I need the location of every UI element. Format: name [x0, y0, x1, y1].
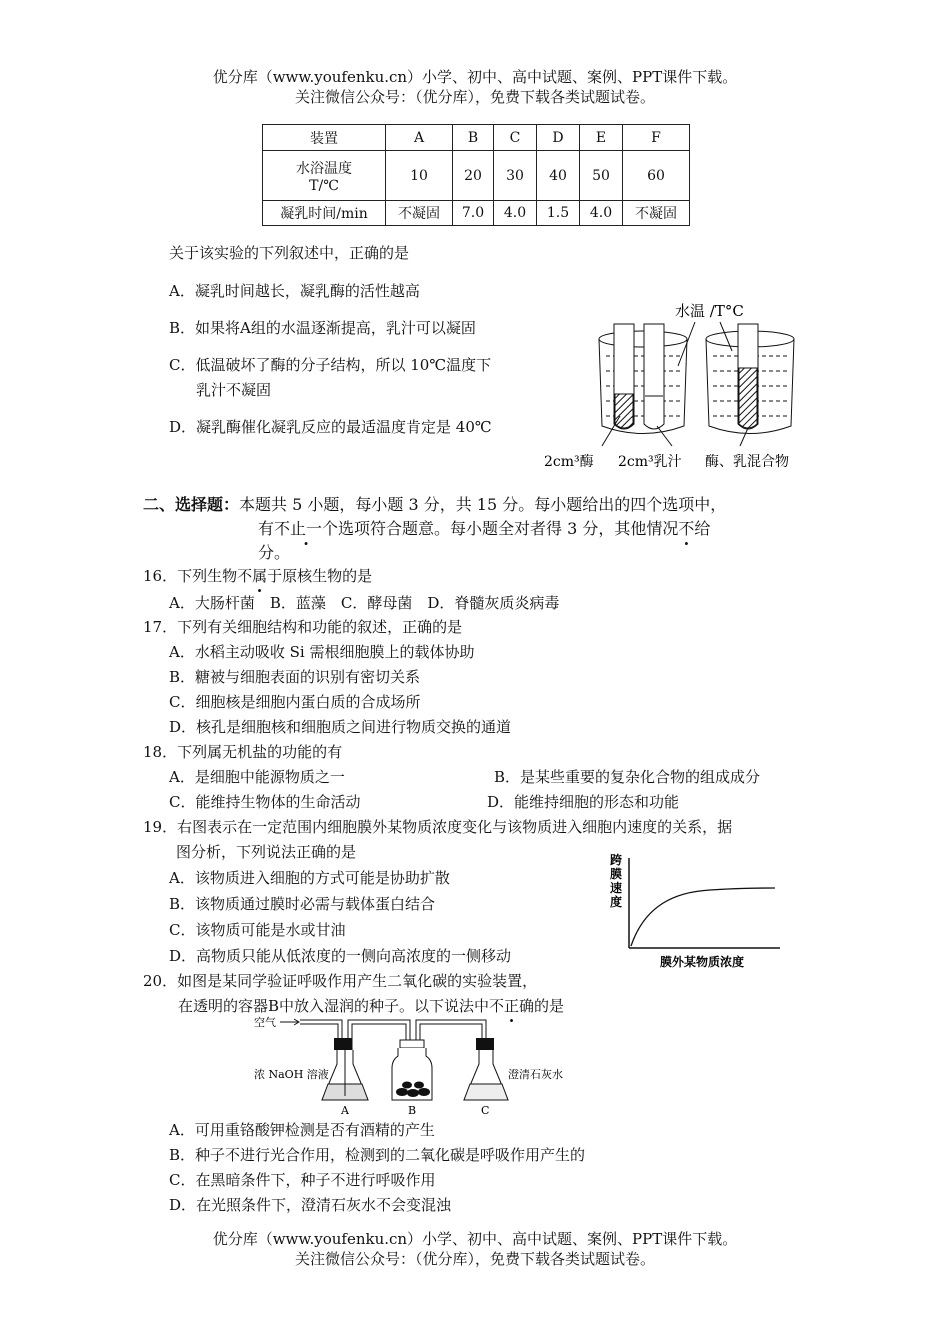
q16-stem: [143, 565, 372, 586]
q20-text: 的是: [534, 997, 565, 1015]
q19-option-b: B．该物质通过膜时必需与载体蛋白结合: [169, 895, 436, 913]
table-cell: D: [537, 125, 580, 151]
y-label-char: 度: [610, 895, 623, 909]
table-cell: [263, 151, 386, 201]
enzyme-label: 2cm³酶: [544, 454, 594, 470]
table-cell: F: [623, 125, 690, 151]
table-cell: E: [580, 125, 623, 151]
table-cell: 凝乳时间/min: [263, 201, 386, 226]
table-cell: 1.5: [537, 201, 580, 226]
q15-stem: 关于该实验的下列叙述中，正确的是: [169, 244, 410, 262]
table-label: T/℃: [309, 177, 339, 194]
table-row: [263, 151, 690, 201]
q18-option-b: B．是某些重要的复杂化合物的组成成分: [494, 768, 761, 786]
table-row: [263, 201, 690, 226]
q17-option-b: B．糖被与细胞表面的识别有密切关系: [169, 668, 421, 686]
q20-option-c: C．在黑暗条件下，种子不进行呼吸作用: [169, 1171, 436, 1189]
section-2-text: 给: [694, 519, 711, 538]
q20-option-d: D．在光照条件下，澄清石灰水不会变混浊: [169, 1196, 452, 1214]
table-cell: 50: [580, 151, 623, 201]
emphasis-not: 不: [678, 519, 695, 538]
footer-line-2: 关注微信公众号：（优分库），免费下载各类试题试卷。: [294, 1250, 655, 1268]
header-line-1: 优分库（www.youfenku.cn）小学、初中、高中试题、案例、PPT课件下载。: [212, 68, 738, 86]
table-cell: 40: [537, 151, 580, 201]
naoh-label: 浓 NaOH 溶液: [254, 1068, 329, 1081]
q16-options: A．大肠杆菌 B．蓝藻 C．酵母菌 D．脊髓灰质炎病毒: [169, 594, 560, 612]
table-cell: 60: [623, 151, 690, 201]
q19-option-d: D．高物质只能从低浓度的一侧向高浓度的一侧移动: [169, 947, 512, 965]
right-beaker: [706, 324, 794, 434]
q15-option-c-cont: 乳汁不凝固: [196, 381, 272, 399]
q19-stem-cont: 图分析，下列说法正确的是: [176, 843, 357, 861]
section-2-title: 二、选择题：: [143, 495, 240, 514]
table-cell: 不凝固: [386, 201, 453, 226]
q18-stem: 18．下列属无机盐的功能的有: [143, 743, 343, 761]
section-2-desc-1: 本题共 5 小题，每小题 3 分，共 15 分。每小题给出的四个选项中，: [239, 495, 727, 514]
air-label: 空气: [254, 1016, 276, 1029]
milk-label: 2cm³乳汁: [618, 454, 682, 470]
q19-option-a: A．该物质进入细胞的方式可能是协助扩散: [169, 869, 450, 887]
section-2-desc-2: [258, 516, 710, 539]
q16-text: 原核生物的是: [282, 567, 373, 585]
q15-option-b: B．如果将A组的水温逐渐提高，乳汁可以凝固: [169, 319, 476, 337]
label-a: A: [341, 1104, 349, 1117]
rate-curve: [631, 888, 775, 946]
section-2-heading: [143, 492, 726, 515]
section-2-text: 选项符合题意。每小题全对者得 3 分，其他情况: [338, 519, 679, 538]
table-cell: 20: [453, 151, 494, 201]
y-label-char: 跨: [610, 853, 623, 867]
table-cell: 7.0: [453, 201, 494, 226]
table-cell: 4.0: [580, 201, 623, 226]
mixture-label: 酶、乳混合物: [705, 454, 789, 470]
q20-option-b: B．种子不进行光合作用，检测到的二氧化碳是呼吸作用产生的: [169, 1146, 586, 1164]
q17-option-d: D．核孔是细胞核和细胞质之间进行物质交换的通道: [169, 718, 512, 736]
label-b: B: [408, 1104, 417, 1117]
q19-option-c: C．该物质可能是水或甘油: [169, 921, 346, 939]
left-beaker: [599, 324, 687, 434]
q16-text: 16．下列生物: [143, 567, 238, 585]
q17-option-a: A．水稻主动吸收 Si 需根细胞膜上的载体协助: [169, 643, 475, 661]
y-label-char: 膜: [610, 867, 623, 881]
header-line-2: 关注微信公众号：（优分库），免费下载各类试题试卷。: [294, 88, 655, 106]
q15-option-c: C．低温破坏了酶的分子结构，所以 10℃温度下: [169, 356, 492, 374]
emphasis-not-belong: 不属于: [237, 567, 283, 585]
q18-option-d: D．能维持细胞的形态和功能: [487, 793, 680, 811]
section-2-text: 有: [258, 519, 275, 538]
q19-stem: 19．右图表示在一定范围内细胞膜外某物质浓度变化与该物质进入细胞内速度的关系，据: [143, 818, 733, 836]
limewater-label: 澄清石灰水: [508, 1068, 563, 1081]
q17-option-c: C．细胞核是细胞内蛋白质的合成场所: [169, 693, 421, 711]
flask-a: [322, 1038, 368, 1100]
q18-option-c: C．能维持生物体的生命活动: [169, 793, 361, 811]
x-axis-label: 膜外某物质浓度: [660, 955, 745, 969]
label-c: C: [481, 1104, 490, 1117]
table-cell: 不凝固: [623, 201, 690, 226]
y-axis-label: [610, 852, 626, 909]
table-cell: A: [386, 125, 453, 151]
table-cell: 装置: [263, 125, 386, 151]
table-cell: B: [453, 125, 494, 151]
respiration-apparatus-figure: [250, 1012, 570, 1120]
water-bath-figure: [540, 296, 820, 476]
experiment-table: [262, 124, 690, 226]
table-cell: 30: [494, 151, 537, 201]
transport-rate-graph: [600, 850, 790, 972]
flask-c: [464, 1038, 508, 1100]
y-label-char: 速: [610, 881, 623, 895]
q20-stem: 20．如图是某同学验证呼吸作用产生二氧化碳的实验装置，: [143, 972, 538, 990]
water-temp-label: 水温 /T°C: [675, 302, 744, 320]
q15-option-d: D．凝乳酶催化凝乳反应的最适温度肯定是 40℃: [169, 418, 492, 436]
bottle-b: [392, 1040, 432, 1100]
section-2-desc-3: 分。: [258, 543, 291, 562]
footer-line-1: 优分库（www.youfenku.cn）小学、初中、高中试题、案例、PPT课件下载。: [212, 1230, 738, 1248]
q15-option-a: A．凝乳时间越长，凝乳酶的活性越高: [169, 282, 420, 300]
table-label: 水浴温度: [296, 160, 352, 177]
table-cell: C: [494, 125, 537, 151]
q20-text: 在透明的容器B中放入湿润的种子。以下说法中: [178, 997, 490, 1015]
q17-stem: 17．下列有关细胞结构和功能的叙述，正确的是: [143, 618, 463, 636]
emphasis-not-only-one: 不止一个: [274, 519, 339, 538]
q20-option-a: A．可用重铬酸钾检测是否有酒精的产生: [169, 1121, 435, 1139]
table-cell: 4.0: [494, 201, 537, 226]
emphasis-incorrect: 不正确: [489, 997, 535, 1015]
table-row: [263, 125, 690, 151]
table-cell: 10: [386, 151, 453, 201]
q18-option-a: A．是细胞中能源物质之一: [169, 768, 345, 786]
